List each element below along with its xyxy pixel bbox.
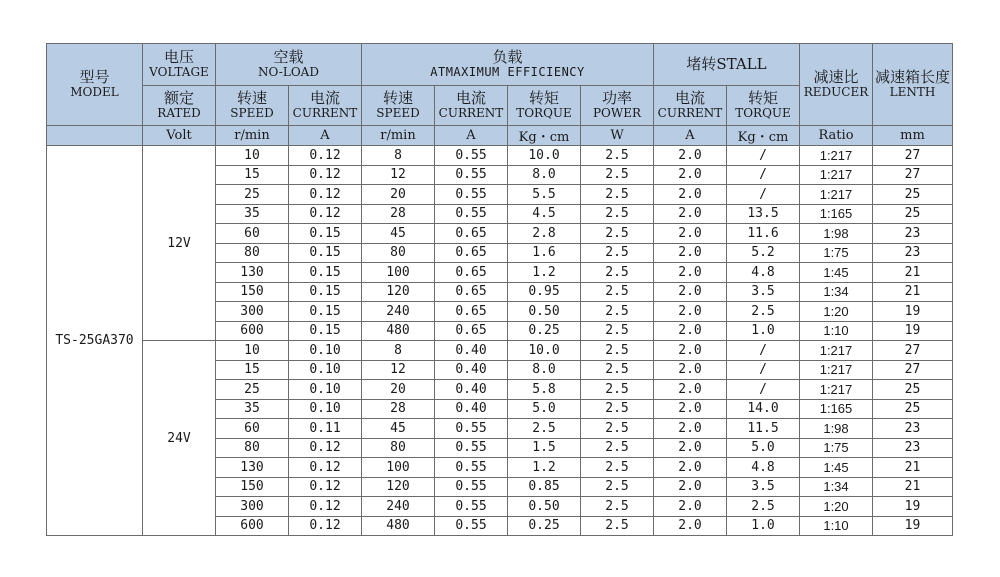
table-cell: 27 bbox=[873, 165, 953, 185]
table-cell: 0.15 bbox=[289, 243, 362, 263]
load-torque-zh: 转矩 bbox=[528, 89, 559, 108]
table-cell: 1:98 bbox=[800, 224, 873, 244]
load-current-zh: 电流 bbox=[455, 89, 486, 108]
table-cell: 100 bbox=[362, 263, 435, 283]
table-cell: 150 bbox=[216, 282, 289, 302]
voltage-header bbox=[143, 44, 216, 86]
unit-cell: A bbox=[654, 126, 727, 146]
table-cell: 8.0 bbox=[508, 165, 581, 185]
table-cell: 2.5 bbox=[581, 146, 654, 166]
noload-header bbox=[216, 44, 362, 86]
table-cell: 300 bbox=[216, 302, 289, 322]
table-cell: 2.5 bbox=[581, 282, 654, 302]
table-cell: 5.5 bbox=[508, 185, 581, 205]
table-cell: 2.5 bbox=[581, 243, 654, 263]
stall-torque-en: TORQUE bbox=[735, 106, 791, 121]
table-cell: 2.0 bbox=[654, 224, 727, 244]
unit-cell: Ratio bbox=[800, 126, 873, 146]
table-cell: 2.8 bbox=[508, 224, 581, 244]
table-cell: / bbox=[727, 165, 800, 185]
table-cell: 45 bbox=[362, 419, 435, 439]
table-cell: 0.10 bbox=[289, 341, 362, 361]
voltage-cell: 12V bbox=[143, 146, 216, 341]
table-cell: 2.5 bbox=[727, 302, 800, 322]
table-cell: 0.25 bbox=[508, 321, 581, 341]
load-speed-en: SPEED bbox=[376, 106, 420, 121]
table-cell: 0.40 bbox=[435, 341, 508, 361]
table-cell: 45 bbox=[362, 224, 435, 244]
table-cell: 2.5 bbox=[581, 263, 654, 283]
table-cell: 80 bbox=[362, 438, 435, 458]
table-cell: 8.0 bbox=[508, 360, 581, 380]
table-cell: 2.5 bbox=[581, 360, 654, 380]
table-cell: 12 bbox=[362, 165, 435, 185]
table-cell: 1:20 bbox=[800, 497, 873, 517]
table-cell: 2.0 bbox=[654, 497, 727, 517]
table-cell: 8 bbox=[362, 146, 435, 166]
table-cell: 0.65 bbox=[435, 321, 508, 341]
table-row bbox=[47, 341, 953, 361]
table-cell: / bbox=[727, 380, 800, 400]
model-cell: TS-25GA370 bbox=[47, 146, 143, 536]
table-cell: 0.55 bbox=[435, 438, 508, 458]
table-cell: 35 bbox=[216, 399, 289, 419]
table-cell: 2.0 bbox=[654, 360, 727, 380]
rated-header-zh: 额定 bbox=[163, 89, 194, 108]
table-cell: 1:10 bbox=[800, 516, 873, 536]
table-cell: 1.6 bbox=[508, 243, 581, 263]
units-row bbox=[47, 126, 953, 146]
table-cell: 0.15 bbox=[289, 263, 362, 283]
table-cell: 60 bbox=[216, 224, 289, 244]
table-cell: 0.95 bbox=[508, 282, 581, 302]
table-cell: / bbox=[727, 146, 800, 166]
reducer-header-zh: 减速比 bbox=[813, 68, 859, 87]
table-cell: 1:165 bbox=[800, 399, 873, 419]
table-cell: 20 bbox=[362, 185, 435, 205]
table-cell: 1.2 bbox=[508, 263, 581, 283]
load-current-en: CURRENT bbox=[438, 106, 504, 121]
table-cell: 80 bbox=[362, 243, 435, 263]
table-cell: 2.0 bbox=[654, 302, 727, 322]
voltage-header-zh: 电压 bbox=[163, 48, 194, 67]
table-cell: 11.6 bbox=[727, 224, 800, 244]
length-header-en: LENTH bbox=[889, 85, 936, 100]
table-cell: 21 bbox=[873, 477, 953, 497]
voltage-header-en: VOLTAGE bbox=[149, 65, 209, 80]
table-cell: 2.0 bbox=[654, 341, 727, 361]
table-cell: 25 bbox=[873, 185, 953, 205]
table-cell: 2.5 bbox=[581, 438, 654, 458]
table-cell: 0.55 bbox=[435, 458, 508, 478]
table-cell: 2.5 bbox=[727, 497, 800, 517]
voltage-cell: 24V bbox=[143, 341, 216, 536]
table-cell: 1.0 bbox=[727, 321, 800, 341]
table-cell: 1:34 bbox=[800, 282, 873, 302]
table-cell: 2.5 bbox=[581, 497, 654, 517]
table-cell: 4.8 bbox=[727, 458, 800, 478]
table-cell: 35 bbox=[216, 204, 289, 224]
table-cell: 21 bbox=[873, 458, 953, 478]
table-cell: 2.0 bbox=[654, 438, 727, 458]
table-cell: 1:45 bbox=[800, 263, 873, 283]
table-cell: / bbox=[727, 185, 800, 205]
unit-cell: Volt bbox=[143, 126, 216, 146]
unit-cell: W bbox=[581, 126, 654, 146]
load-header-zh: 负载 bbox=[492, 48, 523, 67]
table-cell: 19 bbox=[873, 321, 953, 341]
table-cell: 2.5 bbox=[581, 185, 654, 205]
table-cell: 1.5 bbox=[508, 438, 581, 458]
table-cell: 19 bbox=[873, 497, 953, 517]
table-cell: 3.5 bbox=[727, 477, 800, 497]
table-cell: 1.0 bbox=[727, 516, 800, 536]
table-cell: 120 bbox=[362, 477, 435, 497]
table-cell: 21 bbox=[873, 263, 953, 283]
table-cell: 0.15 bbox=[289, 282, 362, 302]
table-cell: 0.12 bbox=[289, 204, 362, 224]
table-cell: 8 bbox=[362, 341, 435, 361]
table-cell: 23 bbox=[873, 243, 953, 263]
table-cell: 2.0 bbox=[654, 419, 727, 439]
model-header-zh: 型号 bbox=[79, 68, 110, 87]
table-cell: 2.0 bbox=[654, 243, 727, 263]
table-cell: 0.55 bbox=[435, 419, 508, 439]
noload-current-zh: 电流 bbox=[309, 89, 340, 108]
table-cell: 3.5 bbox=[727, 282, 800, 302]
header-row-1 bbox=[47, 44, 953, 86]
table-cell: 1:217 bbox=[800, 165, 873, 185]
table-cell: 10 bbox=[216, 146, 289, 166]
table-cell: 2.5 bbox=[581, 302, 654, 322]
table-cell: 2.5 bbox=[581, 380, 654, 400]
stall-current-en: CURRENT bbox=[657, 106, 723, 121]
table-cell: / bbox=[727, 341, 800, 361]
table-cell: 0.15 bbox=[289, 224, 362, 244]
table-cell: 2.0 bbox=[654, 458, 727, 478]
rated-header-en: RATED bbox=[157, 106, 201, 121]
table-cell: 0.40 bbox=[435, 399, 508, 419]
table-cell: 2.0 bbox=[654, 516, 727, 536]
table-cell: 0.12 bbox=[289, 185, 362, 205]
table-cell: 2.0 bbox=[654, 477, 727, 497]
table-cell: 2.5 bbox=[581, 399, 654, 419]
noload-header-zh: 空载 bbox=[273, 48, 304, 67]
table-cell: 100 bbox=[362, 458, 435, 478]
table-cell: 0.40 bbox=[435, 360, 508, 380]
table-cell: 10 bbox=[216, 341, 289, 361]
table-cell: 130 bbox=[216, 263, 289, 283]
table-cell: 80 bbox=[216, 438, 289, 458]
load-speed-header bbox=[362, 86, 435, 126]
rated-header bbox=[143, 86, 216, 126]
table-cell: 0.25 bbox=[508, 516, 581, 536]
table-cell: 1:75 bbox=[800, 438, 873, 458]
table-cell: 10.0 bbox=[508, 146, 581, 166]
unit-cell: r/min bbox=[362, 126, 435, 146]
table-cell: 27 bbox=[873, 341, 953, 361]
table-cell: 12 bbox=[362, 360, 435, 380]
table-row bbox=[47, 146, 953, 166]
table-cell: 11.5 bbox=[727, 419, 800, 439]
table-cell: 2.5 bbox=[581, 321, 654, 341]
table-cell: 300 bbox=[216, 497, 289, 517]
table-cell: 2.0 bbox=[654, 380, 727, 400]
table-cell: 2.0 bbox=[654, 282, 727, 302]
load-header-en: ATMAXIMUM EFFICIENCY bbox=[430, 65, 585, 80]
table-cell: 0.65 bbox=[435, 282, 508, 302]
length-header bbox=[873, 44, 953, 126]
table-cell: 0.12 bbox=[289, 516, 362, 536]
unit-cell: r/min bbox=[216, 126, 289, 146]
stall-header-label: 堵转STALL bbox=[686, 54, 767, 73]
table-cell: 25 bbox=[216, 380, 289, 400]
table-cell: 14.0 bbox=[727, 399, 800, 419]
table-cell: 2.5 bbox=[581, 341, 654, 361]
table-cell: 0.10 bbox=[289, 360, 362, 380]
table-cell: 15 bbox=[216, 165, 289, 185]
table-cell: 1:75 bbox=[800, 243, 873, 263]
table-cell: 0.40 bbox=[435, 380, 508, 400]
table-cell: 19 bbox=[873, 516, 953, 536]
table-cell: 21 bbox=[873, 282, 953, 302]
stall-torque-zh: 转矩 bbox=[747, 89, 778, 108]
table-cell: 5.0 bbox=[508, 399, 581, 419]
table-cell: 2.0 bbox=[654, 204, 727, 224]
noload-speed-en: SPEED bbox=[230, 106, 274, 121]
table-cell: 0.55 bbox=[435, 146, 508, 166]
reducer-header bbox=[800, 44, 873, 126]
table-cell: 0.15 bbox=[289, 302, 362, 322]
table-cell: 2.0 bbox=[654, 321, 727, 341]
table-cell: 2.0 bbox=[654, 263, 727, 283]
table-cell: 23 bbox=[873, 419, 953, 439]
table-cell: 27 bbox=[873, 360, 953, 380]
table-cell: 1:98 bbox=[800, 419, 873, 439]
table-cell: 5.2 bbox=[727, 243, 800, 263]
table-cell: 25 bbox=[873, 399, 953, 419]
table-cell: 25 bbox=[873, 204, 953, 224]
table-cell: 1:217 bbox=[800, 341, 873, 361]
table-cell: 2.0 bbox=[654, 146, 727, 166]
table-cell: 0.65 bbox=[435, 302, 508, 322]
load-speed-zh: 转速 bbox=[382, 89, 413, 108]
table-cell: 0.10 bbox=[289, 380, 362, 400]
unit-cell: A bbox=[289, 126, 362, 146]
unit-cell: mm bbox=[873, 126, 953, 146]
table-cell: 1.2 bbox=[508, 458, 581, 478]
table-cell: 1:217 bbox=[800, 146, 873, 166]
table-cell: 0.65 bbox=[435, 243, 508, 263]
stall-torque-header bbox=[727, 86, 800, 126]
table-cell: 0.10 bbox=[289, 399, 362, 419]
table-cell: 150 bbox=[216, 477, 289, 497]
table-cell: 25 bbox=[216, 185, 289, 205]
load-power-zh: 功率 bbox=[601, 89, 632, 108]
table-cell: 0.12 bbox=[289, 497, 362, 517]
table-cell: 0.55 bbox=[435, 165, 508, 185]
table-cell: 4.5 bbox=[508, 204, 581, 224]
table-cell: 28 bbox=[362, 399, 435, 419]
table-cell: 25 bbox=[873, 380, 953, 400]
table-cell: 0.12 bbox=[289, 146, 362, 166]
table-cell: 600 bbox=[216, 321, 289, 341]
table-cell: 28 bbox=[362, 204, 435, 224]
motor-spec-table bbox=[46, 43, 953, 536]
table-cell: 1:45 bbox=[800, 458, 873, 478]
unit-cell: Kg・cm bbox=[727, 126, 800, 146]
load-header bbox=[362, 44, 654, 86]
stall-header bbox=[654, 44, 800, 86]
reducer-header-en: REDUCER bbox=[803, 85, 869, 100]
table-cell: 0.50 bbox=[508, 497, 581, 517]
unit-cell: A bbox=[435, 126, 508, 146]
stall-current-header bbox=[654, 86, 727, 126]
table-cell: 2.5 bbox=[581, 224, 654, 244]
table-cell: 15 bbox=[216, 360, 289, 380]
table-cell: 2.0 bbox=[654, 165, 727, 185]
table-cell: 1:217 bbox=[800, 185, 873, 205]
table-cell: 2.0 bbox=[654, 399, 727, 419]
table-cell: 1:10 bbox=[800, 321, 873, 341]
table-cell: 2.5 bbox=[581, 419, 654, 439]
table-cell: 2.5 bbox=[581, 204, 654, 224]
table-cell: 240 bbox=[362, 497, 435, 517]
table-cell: 0.50 bbox=[508, 302, 581, 322]
noload-speed-header bbox=[216, 86, 289, 126]
table-cell: 2.5 bbox=[581, 458, 654, 478]
table-cell: 1:165 bbox=[800, 204, 873, 224]
table-cell: 480 bbox=[362, 516, 435, 536]
table-cell: 120 bbox=[362, 282, 435, 302]
table-cell: 0.12 bbox=[289, 165, 362, 185]
table-cell: 0.55 bbox=[435, 204, 508, 224]
table-cell: 10.0 bbox=[508, 341, 581, 361]
noload-current-header bbox=[289, 86, 362, 126]
table-cell: 23 bbox=[873, 438, 953, 458]
load-torque-header bbox=[508, 86, 581, 126]
table-cell: 2.5 bbox=[581, 516, 654, 536]
table-cell: 0.12 bbox=[289, 458, 362, 478]
load-current-header bbox=[435, 86, 508, 126]
table-cell: 27 bbox=[873, 146, 953, 166]
table-cell: 480 bbox=[362, 321, 435, 341]
table-cell: 600 bbox=[216, 516, 289, 536]
table-cell: 2.5 bbox=[508, 419, 581, 439]
noload-current-en: CURRENT bbox=[292, 106, 358, 121]
load-power-header bbox=[581, 86, 654, 126]
model-header-en: MODEL bbox=[70, 85, 119, 100]
table-cell: 4.8 bbox=[727, 263, 800, 283]
table-cell: 0.55 bbox=[435, 497, 508, 517]
table-cell: 13.5 bbox=[727, 204, 800, 224]
table-cell: 20 bbox=[362, 380, 435, 400]
table-cell: 0.55 bbox=[435, 185, 508, 205]
table-cell: 130 bbox=[216, 458, 289, 478]
table-cell: 0.55 bbox=[435, 516, 508, 536]
table-cell: 0.65 bbox=[435, 224, 508, 244]
table-cell: 1:217 bbox=[800, 360, 873, 380]
table-cell: 60 bbox=[216, 419, 289, 439]
model-header bbox=[47, 44, 143, 126]
table-cell: 19 bbox=[873, 302, 953, 322]
table-cell: 1:20 bbox=[800, 302, 873, 322]
table-cell: 80 bbox=[216, 243, 289, 263]
table-cell: 5.8 bbox=[508, 380, 581, 400]
table-cell: 23 bbox=[873, 224, 953, 244]
load-torque-en: TORQUE bbox=[516, 106, 572, 121]
table-cell: 0.65 bbox=[435, 263, 508, 283]
table-cell: 0.15 bbox=[289, 321, 362, 341]
load-power-en: POWER bbox=[592, 106, 642, 121]
table-cell: 0.12 bbox=[289, 438, 362, 458]
table-cell: 240 bbox=[362, 302, 435, 322]
table-cell: 2.5 bbox=[581, 477, 654, 497]
noload-header-en: NO-LOAD bbox=[258, 65, 319, 80]
length-header-zh: 减速箱长度 bbox=[874, 68, 950, 87]
table-cell: 1:34 bbox=[800, 477, 873, 497]
table-cell: 5.0 bbox=[727, 438, 800, 458]
table-cell: 0.55 bbox=[435, 477, 508, 497]
stall-current-zh: 电流 bbox=[674, 89, 705, 108]
table-cell: 0.11 bbox=[289, 419, 362, 439]
table-cell: / bbox=[727, 360, 800, 380]
table-cell: 0.12 bbox=[289, 477, 362, 497]
noload-speed-zh: 转速 bbox=[236, 89, 267, 108]
table-cell: 2.0 bbox=[654, 185, 727, 205]
table-cell: 2.5 bbox=[581, 165, 654, 185]
unit-cell: Kg・cm bbox=[508, 126, 581, 146]
table-cell: 0.85 bbox=[508, 477, 581, 497]
units-cell-model-blank bbox=[47, 126, 143, 146]
table-cell: 1:217 bbox=[800, 380, 873, 400]
